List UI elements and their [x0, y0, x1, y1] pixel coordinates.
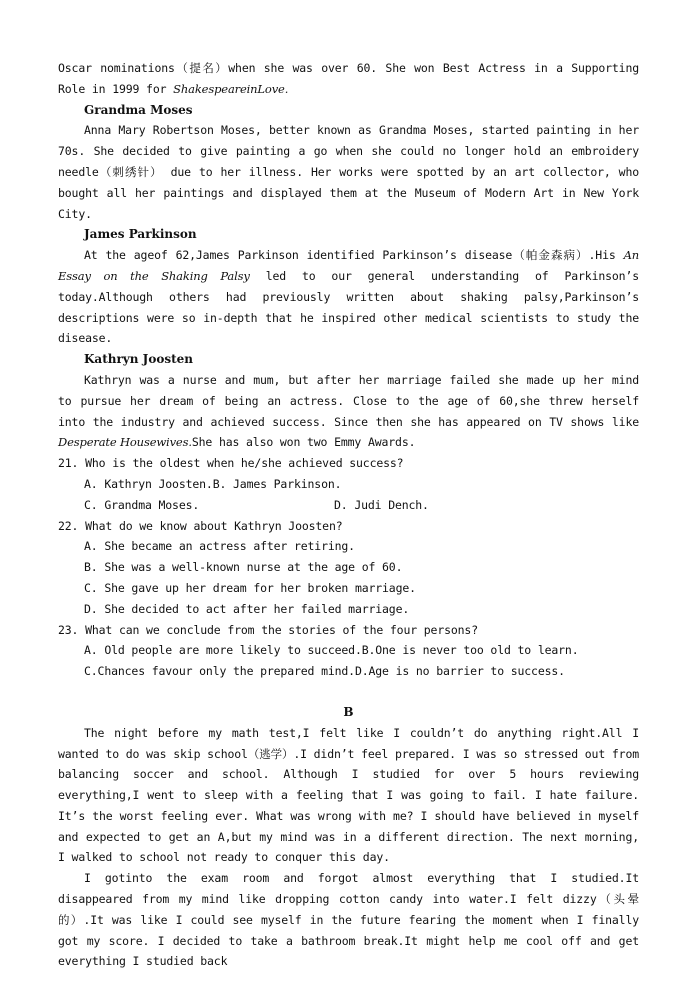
q22-option-a: A. She became an actress after retiring.: [84, 539, 355, 554]
book-title: An Essay on the Shaking Palsy: [58, 248, 639, 283]
q21-option-d: D. Judi Dench.: [334, 497, 429, 512]
heading-kathryn-joosten: Kathryn Joosten: [84, 352, 194, 367]
q22-option-d: D. She decided to act after her failed marriage.: [84, 601, 410, 616]
paragraph-b-2: I gotinto the exam room and forgot almost everything that I studied.It disappeared from my mind like dropping cotton candy into water.I felt dizzy（头晕的）.It was like I could see myself in the future fearing the moment when I finally got my score. I decided to take a bathroom break.It might help me cool off and get everything I studied back: [58, 871, 639, 969]
q21-option-c: C. Grandma Moses.: [84, 497, 200, 512]
text: led to our general understanding of Parkinson’s today.Although others had previously written about shaking palsy,Parkinson’s descriptions were so in-depth that he inspired other medical scientists to study the disease.: [58, 268, 639, 346]
q22-option-c: C. She gave up her dream for her broken marriage.: [84, 580, 416, 595]
q23-options-ab: A. Old people are more likely to succeed.B.One is never too old to learn.: [84, 643, 579, 658]
text: At the ageof 62,James Parkinson identified Parkinson’s disease（帕金森病）.His: [84, 248, 624, 263]
text: She has also won two Emmy Awards.: [191, 435, 416, 450]
paragraph-kathryn-joosten: [58, 370, 639, 453]
text: Kathryn was a nurse and mum, but after her marriage failed she made up her mind to pursue her dream of being an actress. Close to the age of 60,she threw herself into the industry and achieved success. Since then she has appeared on TV shows like: [58, 372, 639, 429]
film-title: ShakespeareinLove.: [173, 81, 289, 96]
q21-options-cd: [58, 495, 639, 516]
paragraph-james-parkinson: [58, 245, 639, 349]
q23-options-cd: C.Chances favour only the prepared mind.D.Age is no barrier to success.: [84, 664, 565, 679]
q22-option-b: B. She was a well-known nurse at the age of 60.: [84, 560, 403, 575]
question-23: 23. What can we conclude from the stories of the four persons?: [58, 622, 478, 637]
q21-options-ab: A. Kathryn Joosten.B. James Parkinson.: [84, 476, 342, 491]
paragraph-grandma-moses: Anna Mary Robertson Moses, better known as Grandma Moses, started painting in her 70s. She decided to give painting a go when she could no longer hold an embroidery needle（刺绣针） due to her illness. Her works were spotted by an art collector, who bought all her paintings and displayed them at the Museum of Modern Art in New York City.: [58, 123, 639, 221]
paragraph-b-1: The night before my math test,I felt like I couldn’t do anything right.All I wanted to do was skip school（逃学）.I didn’t feel prepared. I was so stressed out from balancing soccer and school. Although I studied for over 5 hours reviewing everything,I went to sleep with a feeling that I was going to fail. I hate failure. It’s the worst feeling ever. What was wrong with me? I should have believed in myself and expected to get an A,but my mind was in a different direction. The next morning, I walked to school not ready to conquer this day.: [58, 725, 639, 865]
question-22: 22. What do we know about Kathryn Joosten?: [58, 518, 343, 533]
heading-grandma-moses: Grandma Moses: [84, 102, 193, 117]
section-heading-b: B: [343, 704, 354, 719]
heading-james-parkinson: James Parkinson: [84, 227, 197, 242]
show-title: Desperate Housewives.: [58, 435, 192, 450]
paragraph-dench-end: [58, 58, 639, 100]
text: Oscar nominations（提名）when she was over 60. She won Best Actress in a Supporting Role in 1999 for: [58, 61, 639, 96]
question-21: 21. Who is the oldest when he/she achieved success?: [58, 456, 404, 471]
